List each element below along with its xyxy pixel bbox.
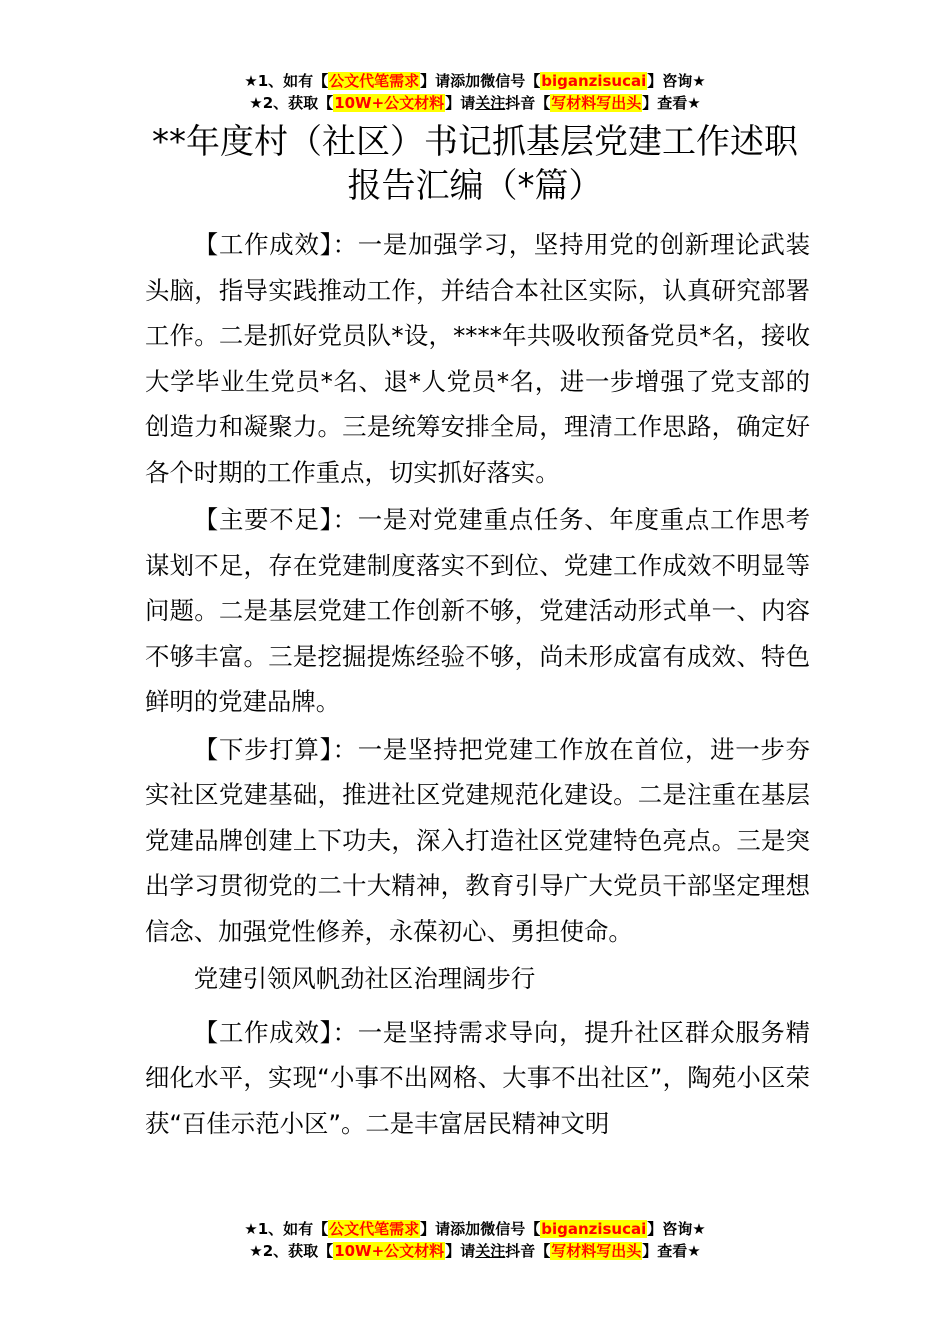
promo-line-1 bbox=[0, 70, 950, 92]
promo-text: 2、获取【 bbox=[262, 94, 334, 112]
promo-highlight-wechat-id: biganzisucai bbox=[541, 72, 647, 90]
promo-text: 1、如有【 bbox=[257, 1220, 329, 1238]
promo-text: 】咨询★ bbox=[647, 72, 706, 90]
promo-text: 】请 bbox=[445, 94, 476, 112]
promo-highlight-douyin: 写材料写出头 bbox=[551, 94, 642, 112]
promo-highlight-materials: 10W+公文材料 bbox=[334, 94, 445, 112]
promo-line-2 bbox=[0, 92, 950, 114]
promo-text: 】请添加 bbox=[420, 72, 481, 90]
promo-underlined-follow: 关注 bbox=[475, 94, 506, 112]
promo-text: 抖音【 bbox=[505, 1242, 551, 1260]
promo-text: 】查看★ bbox=[642, 1242, 701, 1260]
title-line-2: 报告汇编（*篇） bbox=[347, 166, 603, 206]
promo-text: 抖音【 bbox=[505, 94, 551, 112]
paragraph-achievements-2: 【工作成效】：一是坚持需求导向，提升社区群众服务精细化水平，实现“小事不出网格、大事不出社区”，陶苑小区荣获“百佳示范小区”。二是丰富居民精神文明 bbox=[145, 1017, 810, 1138]
promo-highlight-service: 公文代笔需求 bbox=[329, 72, 420, 90]
promo-highlight-service: 公文代笔需求 bbox=[329, 1220, 420, 1238]
star-icon: ★ bbox=[249, 94, 263, 112]
paragraph-next-steps: 【下步打算】：一是坚持把党建工作放在首位，进一步夯实社区党建基础，推进社区党建规范化建设。二是注重在基层党建品牌创建上下功夫，深入打造社区党建特色亮点。三是突出学习贯彻党的二十大精神，教育引导广大党员干部坚定理想信念、加强党性修养，永葆初心、勇担使命。 bbox=[145, 734, 810, 946]
promo-text: 】请添加 bbox=[420, 1220, 481, 1238]
promo-highlight-douyin: 写材料写出头 bbox=[551, 1242, 642, 1260]
promo-text: 】咨询★ bbox=[647, 1220, 706, 1238]
title-line-1: **年度村（社区）书记抓基层党建工作述职 bbox=[152, 122, 798, 162]
promo-text: 微信号【 bbox=[480, 1220, 541, 1238]
section-subtitle: 党建引领风帆劲社区治理阔步行 bbox=[193, 964, 536, 993]
document-title bbox=[90, 120, 860, 208]
document-body bbox=[145, 222, 810, 1148]
star-icon: ★ bbox=[249, 1242, 263, 1260]
header-promo-banner bbox=[0, 70, 950, 114]
footer-promo-banner bbox=[0, 1218, 950, 1262]
promo-text: 】查看★ bbox=[642, 94, 701, 112]
promo-highlight-materials: 10W+公文材料 bbox=[334, 1242, 445, 1260]
star-icon: ★ bbox=[244, 72, 258, 90]
promo-highlight-wechat-id: biganzisucai bbox=[541, 1220, 647, 1238]
star-icon: ★ bbox=[244, 1220, 258, 1238]
promo-text: 】请 bbox=[445, 1242, 476, 1260]
promo-line-1 bbox=[0, 1218, 950, 1240]
promo-underlined-follow: 关注 bbox=[475, 1242, 506, 1260]
promo-text: 微信号【 bbox=[480, 72, 541, 90]
paragraph-achievements: 【工作成效】：一是加强学习，坚持用党的创新理论武装头脑，指导实践推动工作，并结合本社区实际，认真研究部署工作。二是抓好党员队*设，****年共吸收预备党员*名，接收大学毕业生党员*名、退*人党员*名，进一步增强了党支部的创造力和凝聚力。三是统筹安排全局，理清工作思路，确定好各个时期的工作重点，切实抓好落实。 bbox=[145, 230, 810, 487]
promo-text: 2、获取【 bbox=[262, 1242, 334, 1260]
promo-text: 1、如有【 bbox=[257, 72, 329, 90]
paragraph-shortcomings: 【主要不足】：一是对党建重点任务、年度重点工作思考谋划不足，存在党建制度落实不到位、党建工作成效不明显等问题。二是基层党建工作创新不够，党建活动形式单一、内容不够丰富。三是挖掘提炼经验不够，尚未形成富有成效、特色鲜明的党建品牌。 bbox=[145, 505, 810, 716]
promo-line-2 bbox=[0, 1240, 950, 1262]
